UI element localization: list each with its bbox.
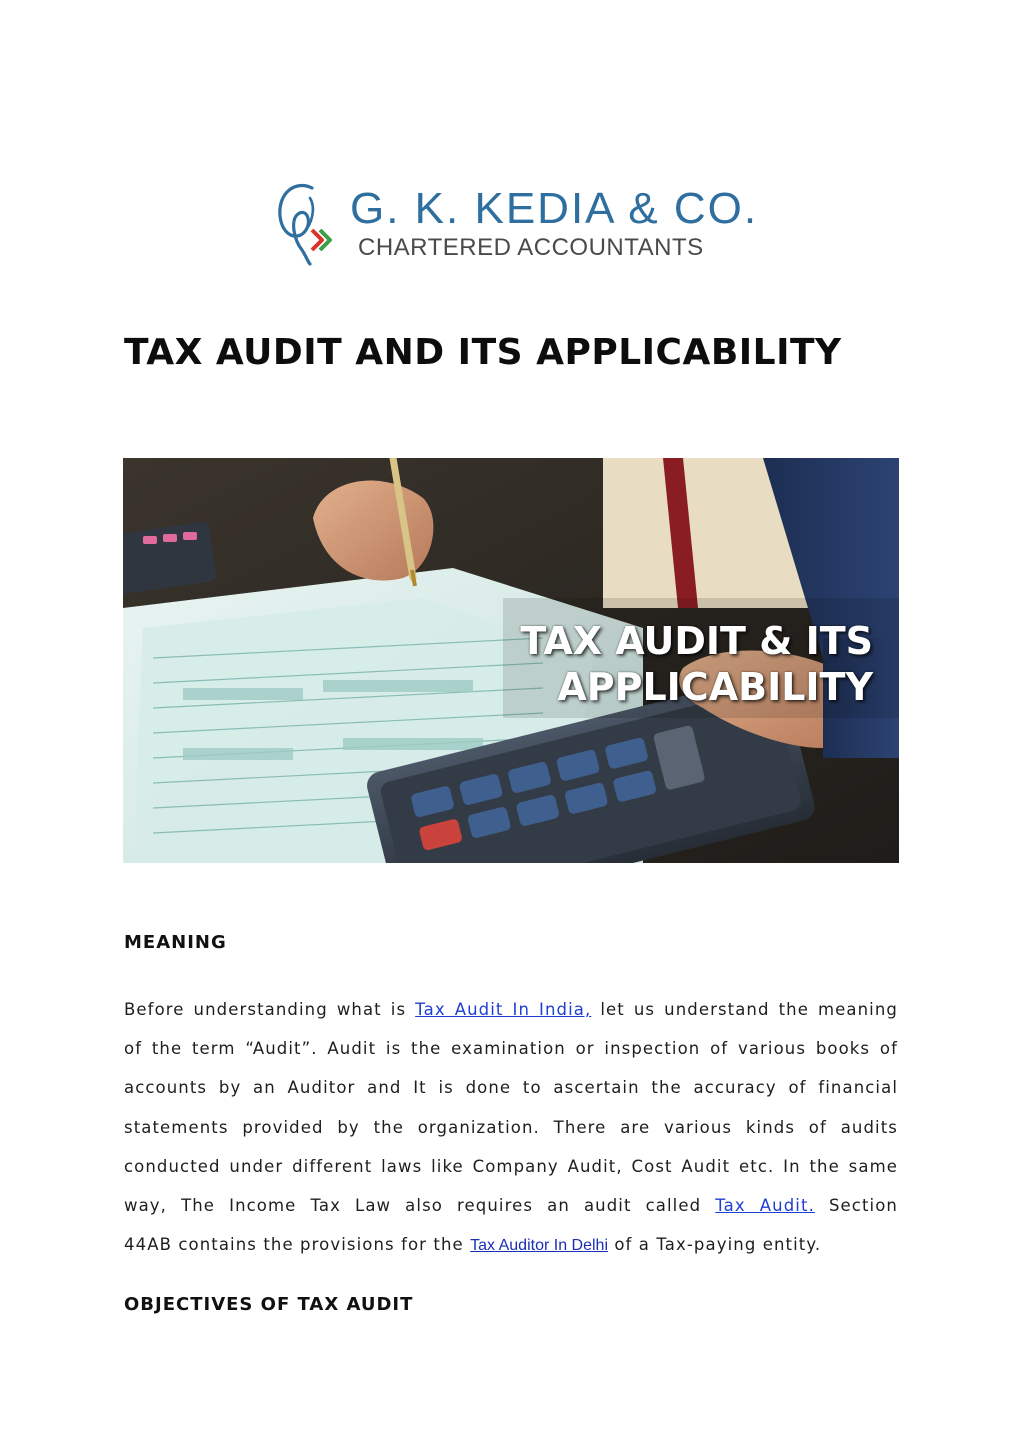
hero-caption — [520, 618, 873, 710]
tax-audit-link[interactable]: Tax Audit. — [715, 1196, 815, 1216]
meaning-heading: MEANING — [124, 932, 227, 953]
gk-monogram-icon — [272, 178, 336, 266]
meaning-paragraph — [124, 990, 898, 1265]
paragraph-line: conducted under different laws like Company Audit, Cost Audit etc. In the same — [124, 1156, 898, 1176]
hero-caption-line1: TAX AUDIT & ITS — [520, 619, 873, 663]
page-title: TAX AUDIT AND ITS APPLICABILITY — [124, 332, 842, 373]
line-text: Before understanding what is — [124, 1000, 416, 1019]
tax-audit-in-india-link[interactable]: Tax Audit In India, — [415, 1000, 592, 1019]
objectives-heading: OBJECTIVES OF TAX AUDIT — [124, 1294, 414, 1315]
logo-company-name: G. K. KEDIA & CO. — [350, 184, 759, 233]
line-text: let us understand the meaning — [591, 1000, 898, 1019]
paragraph-line: accounts by an Auditor and It is done to ascertain the accuracy of financial — [124, 1078, 898, 1098]
logo-subtitle: CHARTERED ACCOUNTANTS — [358, 234, 704, 261]
company-logo — [272, 178, 759, 268]
paragraph-line — [124, 1225, 898, 1265]
paragraph-line — [124, 990, 898, 1029]
paragraph-line: of the term “Audit”. Audit is the examination or inspection of various books of — [124, 1039, 898, 1059]
line-text: 44AB contains the provisions for the — [124, 1235, 471, 1255]
hero-image — [123, 458, 899, 863]
hero-caption-line2: APPLICABILITY — [557, 665, 873, 709]
line-text: of a Tax-paying entity. — [608, 1235, 822, 1255]
line-text: Section — [814, 1196, 898, 1216]
line-text: way, The Income Tax Law also requires an audit called — [124, 1196, 716, 1216]
tax-auditor-in-delhi-link[interactable]: Tax Auditor In Delhi — [470, 1237, 608, 1255]
paragraph-line — [124, 1186, 898, 1225]
paragraph-line: statements provided by the organization. There are various kinds of audits — [124, 1117, 898, 1137]
